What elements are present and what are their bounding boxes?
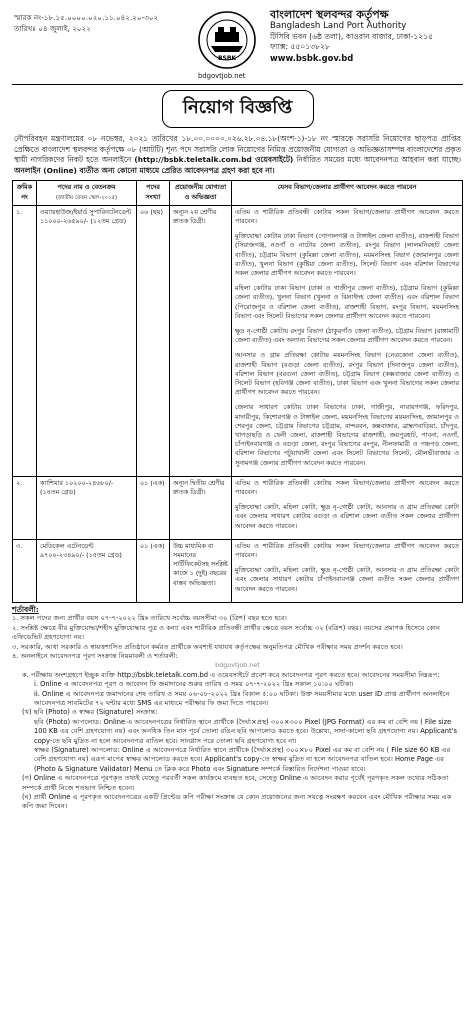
org-address: টিসিবি ভবন (৬ষ্ঠ তলা), কাওরান বাজার, ঢাকা-১২১৫ (270, 31, 434, 41)
row-serial: ১. (13, 205, 37, 476)
conditions-heading: শর্তাবলী: (12, 604, 39, 614)
quota-para: এতিম ও শারীরিক প্রতিবন্ধী কোটায় সকল বিভাগ/জেলার প্রার্থীগণ আবেদন করতে পারবেন। (235, 207, 459, 225)
org-name-english: Bangladesh Land Port Authority (270, 20, 407, 31)
row-count: ০১ (এক) (137, 476, 170, 539)
condition-sub-gh: (ঘ) প্রার্থী Online এ পূরণকৃত আবেদনপত্রের একটি প্রিন্টেড কপি পরীক্ষা সংক্রান্ত যে কোন প্রয়োজনের জন্য সযত্নে সংরক্ষণ করবেন এবং মৌখিক পরীক্ষার সময় এক কপি জমা দিবেন। (22, 793, 452, 811)
conditions-section (12, 605, 463, 812)
condition-item: ৪. অনলাইনে আবেদনপত্র পূরণ সংক্রান্ত নিয়মাবলী ও শর্তাবলী: (12, 651, 178, 660)
quota-para: মুক্তিযোদ্ধা কোটা, মহিলা কোটা, ক্ষুদ্র নৃ-গোষ্ঠী কোটা, আনসার ও গ্রাম প্রতিরক্ষা কোটা এবং জেলার সাধারণ কোটায় বগুড়া ও বরিশাল জেলা ব্যতীত সকল জেলার প্রার্থীগণ আবেদন করতে পারবেন। (235, 503, 459, 530)
intro-online-only: অনলাইন (Online) ব্যতীত অন্য কোনো মাধ্যমে প্রেরিত আবেদনপত্র গ্রহণ করা হবে না। (14, 165, 275, 175)
letterhead (12, 8, 463, 96)
bslpa-logo-seal (197, 10, 257, 70)
row-quota (232, 476, 463, 539)
quota-para: এতিম ও শারীরিক প্রতিবন্ধী কোটায় সকল বিভাগ/জেলার প্রার্থীগণ আবেদন করতে পারবেন। (235, 541, 459, 560)
quota-para: জেলার সাধারণ কোটায় ঢাকা বিভাগের ঢাকা, গাজীপুর, নারায়ণগঞ্জ, ফরিদপুর, মাদারীপুর, কিশোরগঞ্জ ও টাঙ্গাইল জেলা, ময়মনসিংহ বিভাগের ময়মনসিংহ, জামালপুর ও শেরপুর জেলা, চট্টগ্রাম বিভাগের চট্টগ্রাম, বান্দরবন, কক্সবাজার, ব্রাহ্মণবাড়িয়া, চাঁদপুর, খাগড়াছড়ি ও ফেনী জেলা, রাজশাহী বিভাগের রাজশাহী, জয়পুরহাট, পাবনা, নওগাঁ, চাঁপাইনবাবগঞ্জ ও বগুড়া জেলা, রংপুর বিভাগের রংপুর, নীলফামারী ও পঞ্চগড় জেলা, বরিশাল বিভাগের পটুয়াখালী জেলা এবং সিলেট বিভাগের সিলেট, মৌলভীবাজার ও সুনামগঞ্জ জেলার প্রার্থীগণ আবেদন করতে পারবেন। (235, 403, 459, 467)
org-name-bangla: বাংলাদেশ স্থলবন্দর কর্তৃপক্ষ (270, 8, 389, 21)
watermark-site: bdgovtjob.net (198, 72, 246, 80)
header-qualification: প্রয়োজনীয় যোগ্যতা ও অভিজ্ঞতা (170, 181, 232, 205)
quota-para: মুক্তিযোদ্ধা কোটায় ঢাকা বিভাগ (গোপালগঞ্জ ও টাঙ্গাইল জেলা ব্যতীত), রাজশাহী বিভাগ (সিরাজগঞ্জ, নওগাঁ ও নাটোর জেলা ব্যতীত), রংপুর বিভাগ (লালমনিরহাট জেলা ব্যতীত), চট্টগ্রাম বিভাগ (কুমিল্লা জেলা ব্যতীত), ময়মনসিংহ বিভাগ (জামালপুর জেলা ব্যতীত), খুলনা বিভাগ (কুষ্টিয়া জেলা ব্যতীত), সিলেট বিভাগ এবং বরিশাল বিভাগের সকল জেলার প্রার্থীগণ আবেদন করতে পারবেন। (235, 232, 459, 277)
row-qualification: অন্যূন ২য় শ্রেণীর স্নাতক ডিগ্রী। (170, 205, 232, 476)
header-serial: ক্রমিক নং (13, 181, 37, 205)
condition-sub-a-ii: ii. Online এ আবেদনপত্র জমাদানের শেষ তারিখ ও সময় ০৬-০৮-২০২২ খ্রিঃ বিকাল ৫:০০ ঘটিকা। উক্ত সময়সীমার মধ্যে user ID প্রাপ্ত প্রার্থীগণ অনলাইনে আবেদনপত্র সাবমিটের ৭২ ঘন্টার মধ্যে SMS এর মাধ্যমে পরীক্ষার ফি জমা দিতে পারবেন। (34, 689, 450, 707)
organisation-block (270, 10, 433, 64)
memo-number: স্মারক নং-১৮.১৫.০০০০.০২০.১১.০৪২.২০-৩০২ (14, 13, 159, 22)
row-serial: ২. (13, 476, 37, 539)
svg-text:BSBK: BSBK (217, 55, 237, 62)
condition-sub-a-i: i. Online এ আবেদনপত্র পূরণ ও আবেদন ফি জমাদানের শুরুর তারিখ ও সময় ০৭-৭-২০২২ খ্রিঃ সকাল ১০:০০ ঘটিকা। (34, 680, 354, 689)
table-row (13, 539, 463, 602)
condition-item: ১. সকল পদের জন্য প্রার্থীর বয়স ০৭-৭-২০২২ খ্রিঃ তারিখে সর্বোচ্চ বয়সসীমা ৩০ (ত্রিশ) বছর হতে হবে। (12, 614, 287, 623)
row-count: ০৬ (ছয়) (137, 205, 170, 476)
quota-para: এতিম ও শারীরিক প্রতিবন্ধী কোটায় সকল বিভাগ/জেলার প্রার্থীগণ আবেদন করতে পারবেন। (235, 478, 459, 497)
condition-item: ২. সংশ্লিষ্ট ক্ষেত্রে বীর মুক্তিযোদ্ধা/শহীদ মুক্তিযোদ্ধার পুত্র ও কন্যা এবং শারীরিক প্রতিবন্ধী প্রার্থীর ক্ষেত্রে বয়স সর্বোচ্চ ৩২ (বত্রিশ) বছর। বয়সের প্রমাণক হিসেবে কোন এফিডেভিট গ্রহণযোগ্য নয়। (12, 623, 440, 642)
row-quota (232, 539, 463, 602)
quota-para: ক্ষুদ্র নৃ-গোষ্ঠী কোটায় রংপুর বিভাগ (ঠাকুরগাঁও জেলা ব্যতীত), চট্টগ্রাম বিভাগ (রাঙ্গামাটি জেলা ব্যতীত) এবং অন্যান্য বিভাগের সকল জেলার প্রার্থীগণ আবেদন করতে পারবেন। (235, 327, 459, 345)
table-row (13, 205, 463, 476)
condition-sub-g: (গ) Online এ আবেদনপত্রে পূরণকৃত তথ্যই যেহেতু পরবর্তী সকল কার্যক্রমে ব্যবহৃত হবে, সেহেতু Online এ আবেদন করার পূর্বেই পূরণকৃত সকল তথ্যের সঠিকতা সম্পর্কে প্রার্থী নিজে শতভাগ নিশ্চিত হবেন। (22, 774, 449, 792)
memo-block (14, 12, 158, 34)
condition-signature: স্বাক্ষর (Signature) আপলোড: Online এ আবেদনপত্রে নির্ধারিত স্থানে প্রার্থীকে (দৈর্ঘ্য×প্রস্থ) ৩০০×৮০ Pixel এর কম বা বেশি নয় ( File size 60 KB এর বেশি গ্রহণযোগ্য নয়) এরূপ মাপের স্বাক্ষর আপলোড করতে হবে। Applicant's copy-তে স্বাক্ষর মুদ্রিত না হলে আবেদনপত্র বাতিল হবে। Home Page এর (Photo & Signature Validator) Menu তে ক্লিক করে Photo এবং Signature সম্পর্কে বিস্তারিত নির্দেশনা পাওয়া যাবে। (34, 745, 451, 773)
quota-para: মুক্তিযোদ্ধা কোটা, মহিলা কোটা, ক্ষুদ্র নৃ-গোষ্ঠী কোটা, আনসার ও গ্রাম প্রতিরক্ষা কোটা এবং জেলার সাধারণ কোটায় চাঁপাইনবাবগঞ্জ জেলা ব্যতীত সকল জেলার প্রার্থীগণ আবেদন করতে পারবেন। (235, 566, 459, 593)
header-post-sub: (জাতীয় বেতন স্কেল-২০১৫) (55, 194, 118, 201)
header-divider (12, 84, 463, 85)
org-website-link[interactable]: www.bsbk.gov.bd (270, 53, 354, 64)
condition-sub-b: (খ) ছবি (Photo) ও স্বাক্ষর (Signature) সংক্রান্ত: (22, 708, 158, 717)
row-serial: ৩. (13, 539, 37, 602)
header-post (37, 181, 137, 205)
table-row (13, 476, 463, 539)
org-fax: ফ্যাক্স: ৫৫০১৩৮২৮ (270, 42, 330, 52)
table-header-row (13, 181, 463, 205)
watermark-site: bdgovtjob.net (215, 661, 260, 670)
vacancy-table (12, 180, 463, 603)
condition-item: ৩. সরকারি, আধা সরকারি ও স্বায়ত্তশাসিত প্রতিষ্ঠানে কর্মরত প্রার্থীকে অবশ্যই যথাযথ কর্তৃপক্ষের অনুমতিপত্র মৌখিক পরীক্ষার সময় প্রদর্শন করতে হবে। (12, 642, 403, 651)
memo-date: তারিখঃ ০৪ জুলাই, ২০২২ (14, 24, 91, 33)
notice-title: নিয়োগ বিজ্ঞপ্তি (162, 90, 314, 128)
intro-apply-link[interactable]: (http://bsbk.teletalk.com.bd ওয়েবসাইটে) (134, 155, 294, 165)
intro-text: নৌপরিবহন মন্ত্রণালয়ের ০৮ নভেম্বর, ২০২১ তারিখের ১৮.০০.০০০০.০২৬.২৮.০৪.১৮(অংশ-১)-১৮ নং স্মারকে সরাসরি নিয়োগের ছাড়পত্র প্রাপ্তির প্রেক্ষিতে বাংলাদেশ স্থলবন্দর কর্তৃপক্ষে ০৮ (আটটি) শূন্য পদে সরাসরি লোক নিয়োগের নিমিত্ত প্রয়োজনীয় যোগ্যতা ও অভিজ্ঞতাসম্পন্ন বাংলাদেশের প্রকৃত স্থায়ী নাগরিকদের নিকট হতে অনলাইনে (14, 134, 461, 165)
condition-photo: ছবি (Photo) আপলোড: Online এ আবেদনপত্রের নির্ধারিত স্থানে প্রার্থীকে (দৈর্ঘ্য×প্রস্থ) ৩০০×৩০০ Pixel (JPG Format) এর কম বা বেশি নয় ( File size 100 KB এর বেশি গ্রহণযোগ্য নয়) এবং অনধিক তিন মাস পূর্বে তোলা রঙিন ছবি আপলোড করতে হবে। উল্লেখ্য, সাদা-কালো ছবি গ্রহণযোগ্য নয়। Applicant's copy-তে ছবি মুদ্রিত না হলে আবেদনপত্র বাতিল হবে। সানগ্লাস পরে তোলা ছবি গ্রহণযোগ্য হবে না। (34, 717, 457, 745)
row-qualification: উচ্চ মাধ্যমিক বা সমমানের সার্টিফিকেটসহ সংশ্লিষ্ট কাজে ১ (দুই) বছরের বাস্তব অভিজ্ঞতা। (170, 539, 232, 602)
row-post: ওয়্যারহাউজ/ইয়ার্ড সুপারিনটেনডেন্ট ১১০০০-২৬৫৯০/- (১২তম গ্রেড) (37, 205, 137, 476)
intro-text-2: নির্ধারিত সময়ের মধ্যে আবেদনপত্র আহবান করা যাচ্ছে। (296, 155, 462, 165)
condition-sub-a: ক. পরীক্ষায় অংশগ্রহণে ইচ্ছুক ব্যক্তি http://bsbk.teletalk.com.bd এ ওয়েবসাইটে প্রবেশ করে আবেদনপত্র পূরণ করতে হবে। আবেদনের সময়সীমা নিম্নরূপ: (22, 670, 440, 679)
quota-para: মহিলা কোটায় ঢাকা বিভাগ (ঢাকা ও গাজীপুর জেলা ব্যতীত), চট্টগ্রাম বিভাগ (কুমিল্লা জেলা ব্যতীত), খুলনা বিভাগ (খুলনা ও ঝিনাইদহ জেলা ব্যতীত) এবং বরিশাল বিভাগ (পিরোজপুর ও বরিশাল জেলা ব্যতীত), রাজশাহী বিভাগ, রংপুর বিভাগ, ময়মনসিংহ বিভাগ এবং সিলেট বিভাগের সকল জেলার প্রার্থীগণ আবেদন করতে পারবেন। (235, 284, 459, 320)
row-post: ক্যাশিয়ার ১০২০০-২৪৬৮০/- (১৪তম গ্রেড) (37, 476, 137, 539)
row-post: মেডিকেল এটেনডেন্ট ৯৭০০-২৩৪৯০/- (১৫তম গ্রেড) (37, 539, 137, 602)
intro-paragraph (14, 134, 461, 176)
row-qualification: অন্যূন দ্বিতীয় শ্রেণীর স্নাতক ডিগ্রী। (170, 476, 232, 539)
quota-para: আনসার ও গ্রাম প্রতিরক্ষা কোটায় ময়মনসিংহ বিভাগ (নেত্রকোনা জেলা ব্যতীত), রাজশাহী বিভাগ (বগুড়া জেলা ব্যতীত), রংপুর বিভাগ (দিনাজপুর জেলা ব্যতীত), বরিশাল বিভাগ (বরগুনা জেলা ব্যতীত), চট্টগ্রাম বিভাগ (কক্সবাজার জেলা ব্যতীত) ও সিলেট বিভাগ (হবিগঞ্জ জেলা ব্যতীত), ঢাকা বিভাগ এবং খুলনা বিভাগের সকল জেলার প্রার্থীগণ আবেদন করতে পারবেন। (235, 351, 459, 397)
header-count: পদের সংখ্যা (137, 181, 170, 205)
header-quota: যেসব বিভাগ/জেলার প্রার্থীগণ আবেদন করতে পারবেন (232, 181, 463, 205)
header-post-label: পদের নাম ও বেতনক্রম (57, 183, 116, 192)
row-count: ০১ (এক) (137, 539, 170, 602)
row-quota (232, 205, 463, 476)
